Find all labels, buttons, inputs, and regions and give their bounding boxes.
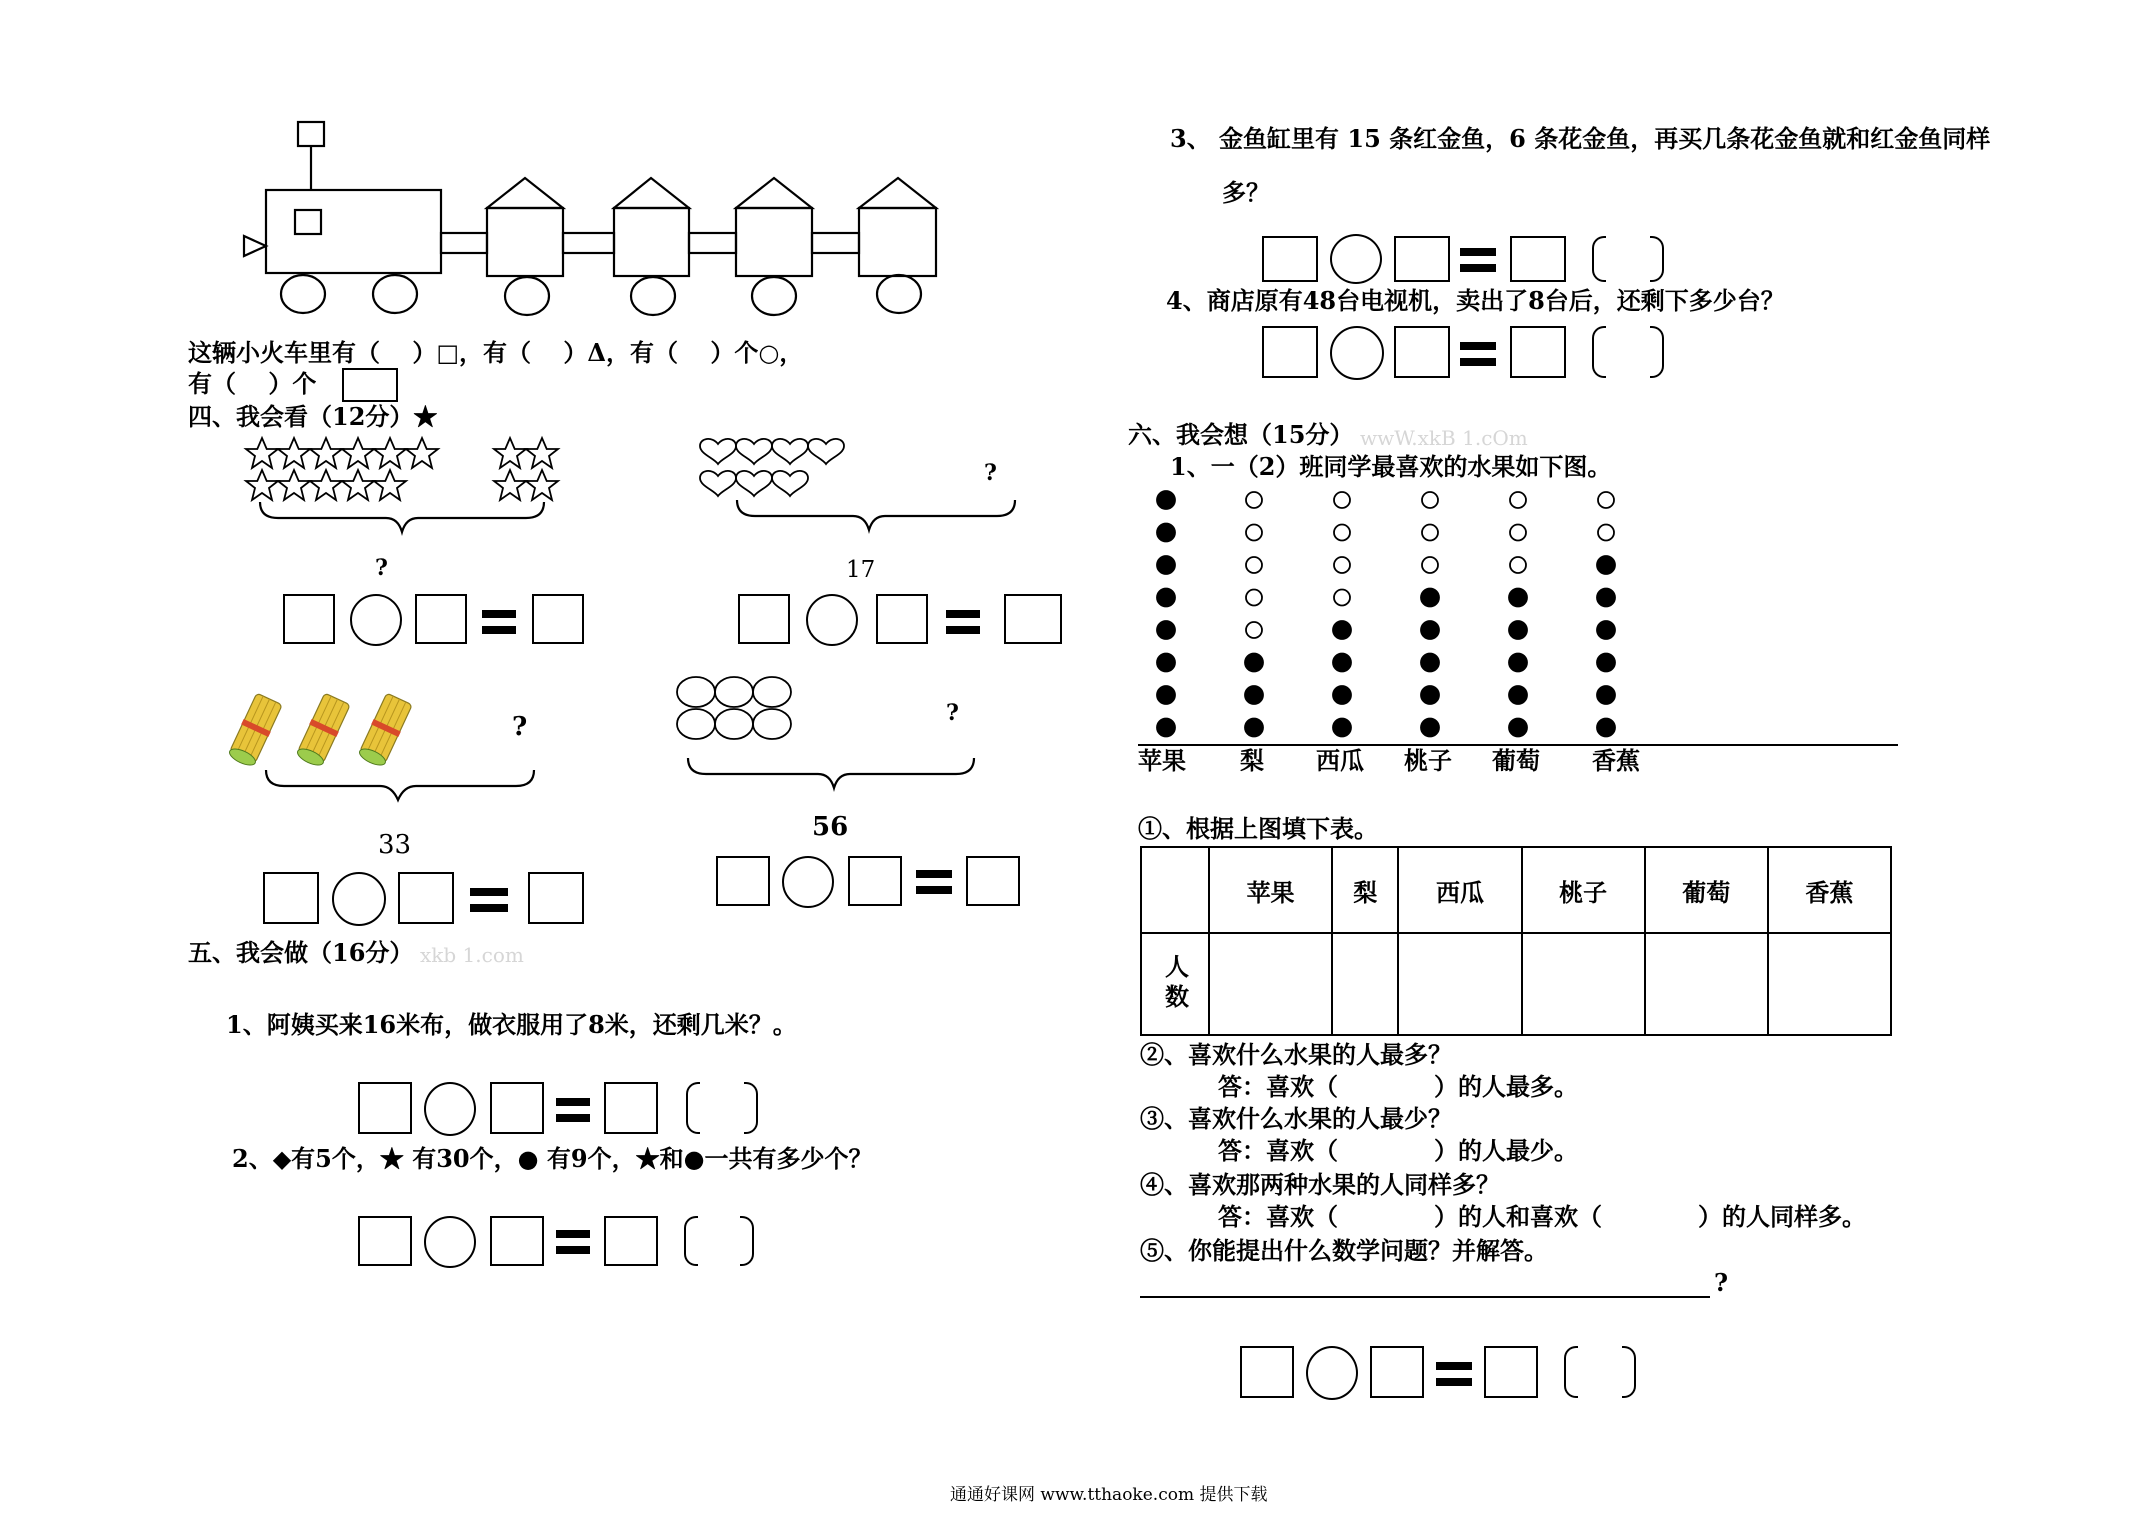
hearts-question-mark: ? [984, 460, 997, 486]
filled-dot [1333, 654, 1351, 672]
unit-paren-left [1592, 326, 1606, 378]
filled-dot [1157, 686, 1175, 704]
filled-dot [1157, 491, 1175, 509]
filled-dot [1509, 686, 1527, 704]
filled-dot [1597, 719, 1615, 737]
answer-box[interactable] [1394, 326, 1450, 378]
answer-box[interactable] [716, 856, 770, 906]
operator-circle[interactable] [1330, 326, 1384, 380]
table-input-cell[interactable] [1768, 933, 1891, 1035]
equals-sign [470, 888, 508, 912]
filled-dot [1157, 621, 1175, 639]
ellipses-question-mark: ? [946, 700, 959, 726]
unit-paren-left [1592, 236, 1606, 282]
star-icon [246, 438, 558, 500]
filled-dot [1157, 556, 1175, 574]
section5-q2: 2、◆有5个，★ 有30个，● 有9个，★和●一共有多少个？ [232, 1144, 873, 1173]
hollow-dot [1510, 557, 1526, 573]
answer-box[interactable] [876, 594, 928, 644]
filled-dot [1157, 654, 1175, 672]
brace-stars [258, 500, 558, 540]
front-triangle [244, 236, 266, 256]
table-header-cell: 梨 [1332, 847, 1398, 933]
equals-sign [556, 1230, 590, 1254]
answer-box[interactable] [1262, 326, 1318, 378]
stick-bundle-icon [226, 693, 413, 769]
fill-table-title: ①、根据上图填下表。 [1138, 814, 1378, 843]
table-input-cell[interactable] [1522, 933, 1645, 1035]
unit-paren-left [1564, 1346, 1578, 1398]
filled-dot [1157, 719, 1175, 737]
pictograph-label-4: 葡萄 [1492, 746, 1540, 775]
ellipses-group [676, 672, 806, 752]
equals-sign [482, 610, 516, 634]
filled-dot [1597, 654, 1615, 672]
q5-answer-line[interactable] [1140, 1296, 1710, 1298]
answer-box[interactable] [532, 594, 584, 644]
table-header-cell: 桃子 [1522, 847, 1645, 933]
section6-watermark: wwW.xkB 1.cOm [1360, 426, 1528, 450]
answer-box[interactable] [490, 1216, 544, 1266]
pictograph-label-0: 苹果 [1138, 746, 1186, 775]
ellipse-icon [677, 677, 791, 739]
equals-sign [1460, 342, 1496, 366]
unit-paren-right [744, 1082, 758, 1134]
stars-question-mark: ? [375, 555, 388, 581]
table-header-cell: 香蕉 [1768, 847, 1891, 933]
section6-q5: ⑤、你能提出什么数学问题？并解答。 [1140, 1236, 1548, 1265]
filled-dot [1333, 621, 1351, 639]
filled-dot [1597, 589, 1615, 607]
page-footer: 通通好课网 www.tthaoke.com 提供下载 [950, 1485, 1268, 1505]
brace-hearts [735, 498, 1025, 538]
table-input-cell[interactable] [1209, 933, 1332, 1035]
filled-dot [1509, 589, 1527, 607]
filled-dot [1597, 686, 1615, 704]
unit-paren-right [1650, 236, 1664, 282]
table-header-cell: 葡萄 [1645, 847, 1768, 933]
operator-circle[interactable] [332, 872, 386, 926]
answer-box[interactable] [1004, 594, 1062, 644]
answer-box[interactable] [1262, 236, 1318, 282]
section6-q3: ③、喜欢什么水果的人最少？ [1140, 1104, 1452, 1133]
operator-circle[interactable] [424, 1082, 476, 1136]
pictograph-label-1: 梨 [1240, 746, 1264, 775]
section4-title: 四、我会看（12分）★ [188, 402, 438, 431]
fruit-count-table [1140, 846, 1892, 1036]
hollow-dot [1422, 525, 1438, 541]
section5-q4: 4、商店原有48台电视机，卖出了8台后，还剩下多少台？ [1166, 286, 1785, 315]
filled-dot [1509, 621, 1527, 639]
heart-icon [700, 439, 844, 496]
train-question-line2: 有（ ）个 [188, 369, 317, 398]
pictograph-label-3: 桃子 [1404, 746, 1452, 775]
table-header-cell: 苹果 [1209, 847, 1332, 933]
answer-box[interactable] [358, 1082, 412, 1134]
section6-q2: ②、喜欢什么水果的人最多？ [1140, 1040, 1452, 1069]
equals-sign [1460, 248, 1496, 272]
unit-paren-right [1622, 1346, 1636, 1398]
filled-dot [1509, 719, 1527, 737]
answer-box[interactable] [398, 872, 454, 924]
train-answer-box[interactable] [342, 368, 398, 402]
table-input-cell[interactable] [1398, 933, 1521, 1035]
hollow-dot [1422, 557, 1438, 573]
ellipses-total: 56 [812, 812, 849, 842]
answer-box[interactable] [263, 872, 319, 924]
operator-circle[interactable] [1306, 1346, 1358, 1400]
table-row-label: 人数 [1141, 933, 1209, 1035]
table-input-cell[interactable] [1332, 933, 1398, 1035]
filled-dot [1333, 719, 1351, 737]
answer-box[interactable] [848, 856, 902, 906]
equals-sign [1436, 1362, 1472, 1386]
hollow-dot [1246, 622, 1262, 638]
hollow-dot [1510, 492, 1526, 508]
operator-circle[interactable] [806, 594, 858, 646]
filled-dot [1509, 654, 1527, 672]
operator-circle[interactable] [782, 856, 834, 908]
answer-box[interactable] [1510, 236, 1566, 282]
hollow-dot [1598, 525, 1614, 541]
section6-a3[interactable]: 答：喜欢（ ）的人最少。 [1218, 1136, 1578, 1165]
filled-dot [1421, 621, 1439, 639]
filled-dot [1597, 556, 1615, 574]
section6-q4: ④、喜欢那两种水果的人同样多？ [1140, 1170, 1500, 1199]
hollow-dot [1422, 492, 1438, 508]
answer-box[interactable] [1370, 1346, 1424, 1398]
section6-intro: 1、一（2）班同学最喜欢的水果如下图。 [1170, 452, 1612, 481]
chimney-square [298, 122, 324, 146]
hollow-dot [1334, 590, 1350, 606]
stick-bundles [220, 680, 440, 780]
section6-a2[interactable]: 答：喜欢（ ）的人最多。 [1218, 1072, 1578, 1101]
engine-rect [266, 190, 441, 273]
fruit-pictograph [1140, 480, 1660, 780]
hollow-dot [1334, 557, 1350, 573]
hollow-dot [1246, 557, 1262, 573]
answer-box[interactable] [283, 594, 335, 644]
hollow-dot [1510, 525, 1526, 541]
filled-dot [1597, 621, 1615, 639]
equals-sign [556, 1098, 590, 1122]
unit-paren-left [686, 1082, 700, 1134]
hollow-dot [1246, 525, 1262, 541]
brace-sticks [264, 768, 554, 808]
operator-circle[interactable] [1330, 234, 1382, 284]
section6-a4[interactable]: 答：喜欢（ ）的人和喜欢（ ）的人同样多。 [1218, 1202, 1866, 1231]
operator-circle[interactable] [350, 594, 402, 646]
section5-q1: 1、阿姨买来16米布，做衣服用了8米，还剩几米？。 [226, 1010, 797, 1039]
filled-dot [1421, 719, 1439, 737]
answer-box[interactable] [738, 594, 790, 644]
answer-box[interactable] [604, 1216, 658, 1266]
hollow-dot [1246, 590, 1262, 606]
table-header-cell: 西瓜 [1398, 847, 1521, 933]
q5-question-mark: ? [1714, 1268, 1729, 1297]
equals-sign [916, 870, 952, 894]
equals-sign [946, 610, 980, 634]
section5-watermark: xkb 1.com [420, 943, 524, 967]
brace-ellipses [686, 756, 986, 796]
filled-dot [1245, 686, 1263, 704]
filled-dot [1421, 589, 1439, 607]
filled-dot [1157, 524, 1175, 542]
hearts-total: 17 [846, 557, 876, 583]
hollow-dot [1598, 492, 1614, 508]
answer-box[interactable] [528, 872, 584, 924]
pictograph-label-2: 西瓜 [1316, 746, 1364, 775]
answer-box[interactable] [1240, 1346, 1294, 1398]
answer-box[interactable] [415, 594, 467, 644]
section5-title: 五、我会做（16分） [188, 938, 414, 967]
answer-box[interactable] [1484, 1346, 1538, 1398]
filled-dot [1421, 686, 1439, 704]
hollow-dot [1334, 525, 1350, 541]
answer-box[interactable] [1510, 326, 1566, 378]
train-question-line1: 这辆小火车里有（ ）□，有（ ）Δ，有（ ）个○， [188, 338, 804, 367]
answer-box[interactable] [490, 1082, 544, 1134]
answer-box[interactable] [1394, 236, 1450, 282]
section5-q3-line1: 3、 金鱼缸里有 15 条红金鱼，6 条花金鱼，再买几条花金鱼就和红金鱼同样 [1170, 124, 1991, 153]
window-square [295, 210, 321, 234]
sticks-total: 33 [378, 830, 412, 860]
filled-dot [1157, 589, 1175, 607]
filled-dot [1333, 686, 1351, 704]
hollow-dot [1246, 492, 1262, 508]
pictograph-label-5: 香蕉 [1592, 746, 1640, 775]
table-input-cell[interactable] [1645, 933, 1768, 1035]
answer-box[interactable] [358, 1216, 412, 1266]
sticks-question-mark: ? [512, 712, 528, 742]
unit-paren-right [740, 1216, 754, 1266]
hollow-dot [1334, 492, 1350, 508]
unit-paren-left [684, 1216, 698, 1266]
answer-box[interactable] [604, 1082, 658, 1134]
filled-dot [1421, 654, 1439, 672]
filled-dot [1245, 719, 1263, 737]
answer-box[interactable] [966, 856, 1020, 906]
unit-paren-right [1650, 326, 1664, 378]
section5-q3-line2: 多？ [1222, 178, 1270, 207]
section6-title: 六、我会想（15分） [1128, 420, 1354, 449]
operator-circle[interactable] [424, 1216, 476, 1268]
filled-dot [1245, 654, 1263, 672]
